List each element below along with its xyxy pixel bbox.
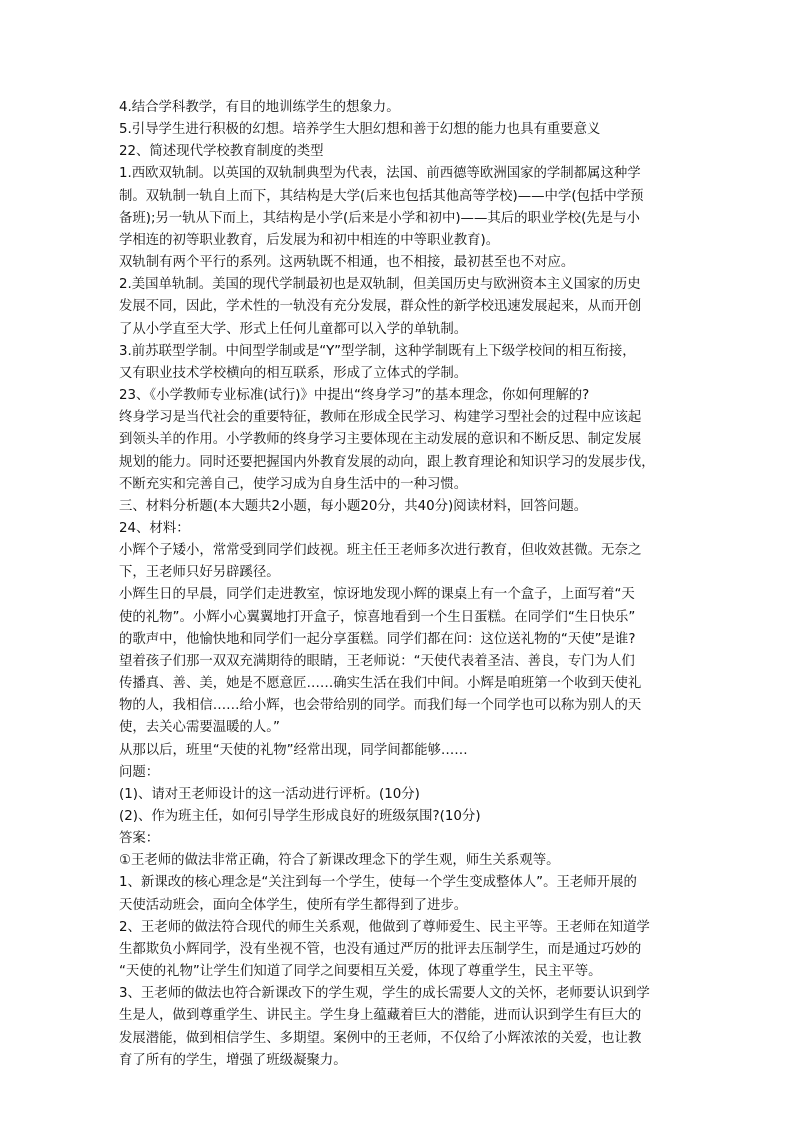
text-line: 23、《小学教师专业标准(试行)》中提出“终身学习”的基本理念，你如何理解的? xyxy=(119,388,590,404)
text-line: 制。双轨制一轨自上而下，其结构是大学(后来也包括其他高等学校)——中学(包括中学预 xyxy=(119,188,644,204)
text-line: 了从小学直至大学、形式上任何儿童都可以入学的单轨制。 xyxy=(119,321,468,337)
text-line: (2)、作为班主任，如何引导学生形成良好的班级氛围?(10分) xyxy=(119,809,481,824)
text-line: ①王老师的做法非常正确，符合了新课改理念下的学生观，师生关系观等。 xyxy=(119,853,560,869)
text-line: 2.美国单轨制。美国的现代学制最初也是双轨制，但美国历史与欧洲资本主义国家的历史 xyxy=(119,277,641,293)
text-line: 3、王老师的做法也符合新课改下的学生观，学生的成长需要人文的关怀，老师要认识到学 xyxy=(119,986,650,1002)
text-line: 发展潜能，做到相信学生、多期望。案例中的王老师，不仅给了小辉浓浓的关爱，也让教 xyxy=(119,1030,642,1046)
text-line: 问题： xyxy=(119,764,160,780)
text-line: 不断充实和完善自己，使学习成为自身生活中的一种习惯。 xyxy=(119,476,468,492)
text-line: 生都欺负小辉同学，没有坐视不管，也没有通过严厉的批评去压制学生，而是通过巧妙的 xyxy=(119,941,642,957)
text-line: (1)、请对王老师设计的这一活动进行评析。(10分) xyxy=(119,786,420,802)
text-line: 使，去关心需要温暖的人。” xyxy=(119,720,280,736)
text-line: 双轨制有两个平行的系列。这两轨既不相通，也不相接，最初甚至也不对应。 xyxy=(119,255,575,271)
text-line: 的歌声中，他愉快地和同学们一起分享蛋糕。同学们都在问：这位送礼物的“天使”是谁? xyxy=(119,631,636,647)
text-line: 小辉个子矮小，常常受到同学们歧视。班主任王老师多次进行教育，但收效甚微。无奈之 xyxy=(119,543,642,559)
text-line: 5.引导学生进行积极的幻想。培养学生大胆幻想和善于幻想的能力也具有重要意义 xyxy=(119,122,601,138)
text-line: 下，王老师只好另辟蹊径。 xyxy=(119,565,280,581)
text-line: 使的礼物”。小辉小心翼翼地打开盒子，惊喜地看到一个生日蛋糕。在同学们“生日快乐” xyxy=(119,609,636,625)
text-line: 4.结合学科教学，有目的地训练学生的想象力。 xyxy=(119,100,400,115)
text-line: 望着孩子们那一双双充满期待的眼睛，王老师说：“天使代表着圣洁、善良，专门为人们 xyxy=(119,653,635,669)
text-line: 物的人，我相信……给小辉，也会带给别的同学。而我们每一个同学也可以称为别人的天 xyxy=(119,698,642,714)
text-line: 规划的能力。同时还要把握国内外教育发展的动向，跟上教育理论和知识学习的发展步伐， xyxy=(119,454,655,470)
text-line: 天使活动班会，面向全体学生，使所有学生都得到了进步。 xyxy=(119,897,468,913)
text-line: 育了所有的学生，增强了班级凝聚力。 xyxy=(119,1052,347,1068)
text-line: “天使的礼物”让学生们知道了同学之间要相互关爱，体现了尊重学生，民主平等。 xyxy=(119,964,602,980)
text-line: 24、材料： xyxy=(119,520,190,536)
text-line: 小辉生日的早晨，同学们走进教室，惊讶地发现小辉的课桌上有一个盒子，上面写着“天 xyxy=(119,587,635,603)
text-line: 发展不同，因此，学术性的一轨没有充分发展，群众性的新学校迅速发展起来，从而开创 xyxy=(119,299,642,315)
text-line: 备班);另一轨从下而上，其结构是小学(后来是小学和初中)——其后的职业学校(先是与小 xyxy=(119,210,640,226)
text-line: 3.前苏联型学制。中间型学制或是“Y”型学制，这种学制既有上下级学校间的相互衔接， xyxy=(119,343,636,359)
text-line: 2、王老师的做法符合现代的师生关系观，他做到了尊师爱生、民主平等。王老师在知道学 xyxy=(119,919,650,935)
text-line: 22、简述现代学校教育制度的类型 xyxy=(119,144,324,160)
text-line: 到领头羊的作用。小学教师的终身学习主要体现在主动发展的意识和不断反思、制定发展 xyxy=(119,432,642,448)
text-line: 答案： xyxy=(119,831,160,847)
text-line: 从那以后，班里“天使的礼物”经常出现，同学间都能够…… xyxy=(119,742,468,758)
text-line: 生是人，做到尊重学生、讲民主。学生身上蕴藏着巨大的潜能，进而认识到学生有巨大的 xyxy=(119,1008,642,1024)
text-line: 1、新课改的核心理念是“关注到每一个学生，使每一个学生变成整体人”。王老师开展的 xyxy=(119,875,637,891)
text-line: 1.西欧双轨制。以英国的双轨制典型为代表，法国、前西德等欧洲国家的学制都属这种学 xyxy=(119,166,641,182)
text-line: 三、材料分析题(本大题共2小题，每小题20分，共40分)阅读材料，回答问题。 xyxy=(119,498,588,514)
text-line: 又有职业技术学校横向的相互联系，形成了立体式的学制。 xyxy=(119,365,468,381)
text-line: 学相连的初等职业教育，后发展为和初中相连的中等职业教育)。 xyxy=(119,232,500,248)
text-line: 传播真、善、美，她是不愿意匠……确实生活在我们中间。小辉是咱班第一个收到天使礼 xyxy=(119,676,642,692)
document-page xyxy=(119,97,675,1072)
text-line: 终身学习是当代社会的重要特征，教师在形成全民学习、构建学习型社会的过程中应该起 xyxy=(119,410,642,426)
